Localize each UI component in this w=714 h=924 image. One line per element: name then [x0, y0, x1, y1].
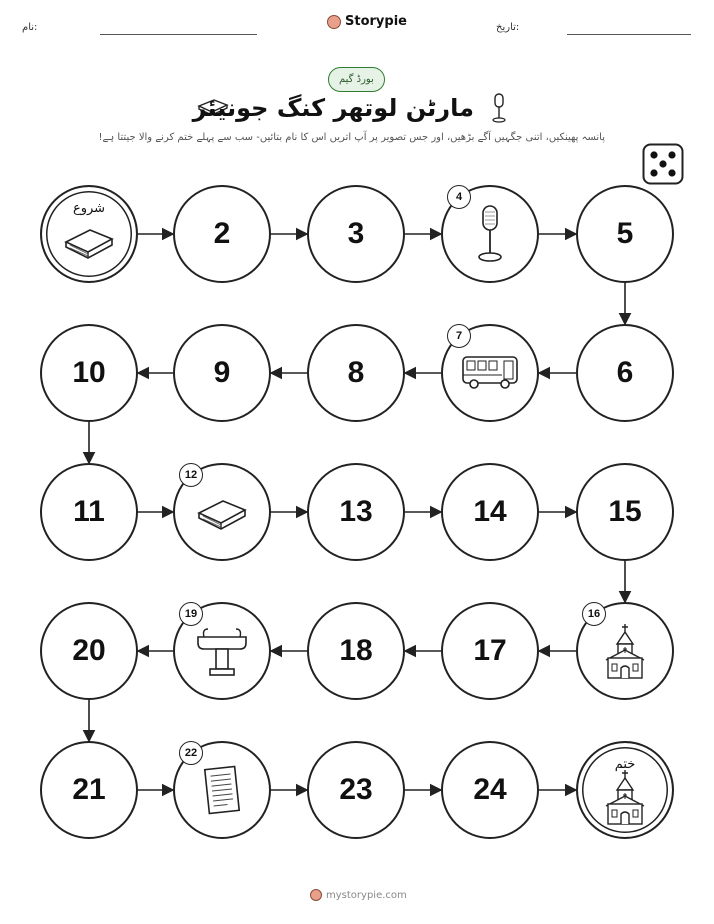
board-game-badge: بورڈ گیم [328, 67, 385, 92]
board-space-17 [441, 602, 539, 700]
board-space-4 [441, 185, 539, 283]
book-icon [62, 222, 116, 264]
start-space [40, 185, 138, 283]
space-number: 10 [72, 356, 106, 389]
board-space-22 [173, 741, 271, 839]
bear-icon [310, 889, 322, 901]
space-number: 21 [72, 773, 106, 806]
space-number-badge: 4 [447, 185, 471, 209]
date-label: تاریخ: [496, 22, 520, 33]
space-number: 2 [213, 217, 231, 250]
brand-name: Storypie [345, 14, 407, 29]
board-space-10 [40, 324, 138, 422]
space-number: 6 [616, 356, 634, 389]
space-number: 11 [73, 495, 105, 528]
board-space-12 [173, 463, 271, 561]
space-number: 8 [347, 356, 365, 389]
finish-label: ختم [614, 757, 636, 772]
board-space-2 [173, 185, 271, 283]
space-number: 13 [339, 495, 373, 528]
board-space-8 [307, 324, 405, 422]
board-space-15 [576, 463, 674, 561]
microphone-icon [473, 204, 507, 264]
space-number: 20 [72, 634, 106, 667]
board-space-16 [576, 602, 674, 700]
board-space-11 [40, 463, 138, 561]
space-number: 14 [473, 495, 507, 528]
instructions: پانسہ پھینکیں، اتنی جگہیں آگے بڑھیں، اور جس تصویر پر آپ اتریں اس کا نام بتائیں- سب سے پہلے ختم کرنے والا جیتتا ہے! [98, 132, 605, 143]
start-label: شروع [72, 201, 106, 216]
book-icon [195, 493, 249, 531]
document-icon [202, 765, 242, 815]
space-number: 24 [473, 773, 507, 806]
board-space-21 [40, 741, 138, 839]
footer-site[interactable]: mystorypie.com [326, 889, 407, 901]
board-space-9 [173, 324, 271, 422]
drinking-fountain-icon [194, 623, 250, 679]
board-space-3 [307, 185, 405, 283]
finish-space [576, 741, 674, 839]
board-space-20 [40, 602, 138, 700]
board-space-14 [441, 463, 539, 561]
board-space-13 [307, 463, 405, 561]
name-label: نام: [22, 22, 38, 33]
space-number: 23 [339, 773, 373, 806]
space-number: 18 [339, 634, 373, 667]
board-space-19 [173, 602, 271, 700]
space-number: 15 [608, 495, 642, 528]
space-number: 17 [473, 634, 507, 667]
space-number: 5 [616, 217, 634, 250]
space-number-badge: 22 [179, 741, 203, 765]
bus-icon [460, 353, 520, 393]
church-icon [602, 622, 648, 680]
space-number-badge: 7 [447, 324, 471, 348]
board-space-6 [576, 324, 674, 422]
footer [310, 889, 407, 901]
space-number: 3 [347, 217, 365, 250]
space-number-badge: 19 [179, 602, 203, 626]
board-space-24 [441, 741, 539, 839]
board-space-7 [441, 324, 539, 422]
church-icon [602, 768, 648, 830]
board-space-23 [307, 741, 405, 839]
space-number: 9 [213, 356, 231, 389]
space-number-badge: 12 [179, 463, 203, 487]
space-number-badge: 16 [582, 602, 606, 626]
page-title: مارٹن لوتھر کنگ جونیئر [192, 94, 474, 122]
board-space-5 [576, 185, 674, 283]
board-space-18 [307, 602, 405, 700]
